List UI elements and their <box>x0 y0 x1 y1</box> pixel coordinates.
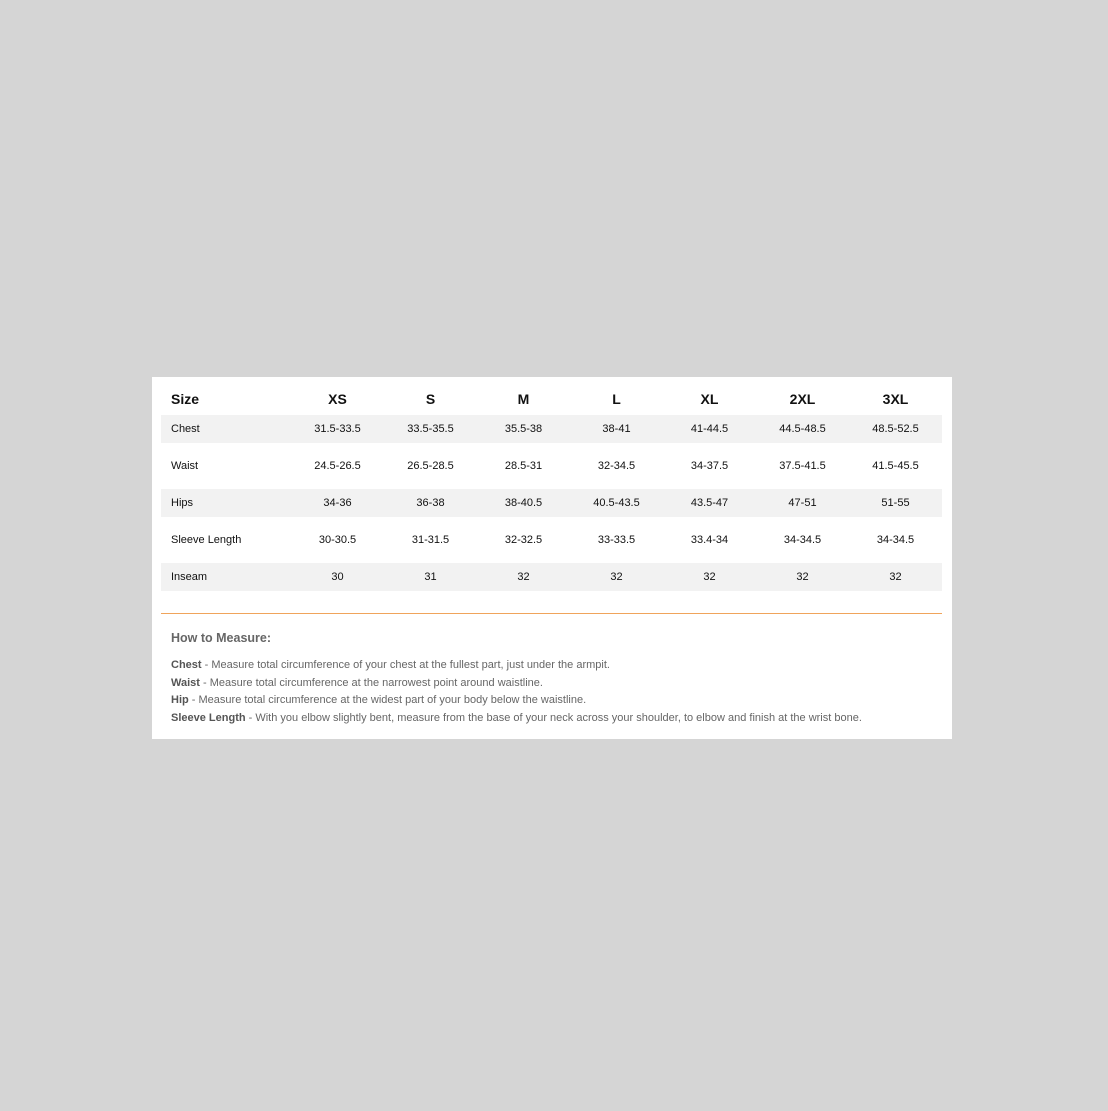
table-cell: 32 <box>756 563 849 591</box>
table-cell: 30 <box>291 563 384 591</box>
measure-description: - With you elbow slightly bent, measure from the base of your neck across your shoulder, to elbow and finish at the wrist bone. <box>245 711 862 724</box>
table-cell: 41.5-45.5 <box>872 460 919 472</box>
size-header-s: S <box>425 391 436 407</box>
table-cell: 26.5-28.5 <box>407 460 454 472</box>
measure-description: - Measure total circumference of your chest at the fullest part, just under the armpit. <box>201 659 610 671</box>
measure-item-chest <box>171 657 862 675</box>
table-cell: 36-38 <box>384 489 477 517</box>
table-cell: 34-37.5 <box>690 460 729 472</box>
measure-term: Hip <box>171 694 189 706</box>
size-header-label: Size <box>171 391 200 407</box>
table-cell: 38-40.5 <box>477 489 570 517</box>
table-cell: 41-44.5 <box>663 415 756 443</box>
table-cell: 33.5-35.5 <box>384 415 477 443</box>
how-to-measure-list <box>171 657 862 727</box>
table-cell: 31-31.5 <box>411 534 450 546</box>
table-cell: 32-32.5 <box>504 534 543 546</box>
measure-item-waist <box>171 675 862 693</box>
section-divider <box>161 613 942 614</box>
measure-description: - Measure total circumference at the widest part of your body below the waistline. <box>188 694 587 706</box>
table-cell: 32-34.5 <box>597 460 636 472</box>
table-cell: 32 <box>663 563 756 591</box>
size-header-row <box>161 383 942 415</box>
size-header-xs: XS <box>328 391 347 407</box>
table-cell: 34-34.5 <box>783 534 822 546</box>
row-label: Chest <box>161 415 291 443</box>
table-row-sleeve-length <box>161 526 942 554</box>
table-cell: 40.5-43.5 <box>570 489 663 517</box>
row-label: Waist <box>171 460 199 472</box>
measure-item-hip <box>171 692 862 710</box>
table-cell: 48.5-52.5 <box>849 415 942 443</box>
table-row-chest <box>161 415 942 443</box>
table-cell: 47-51 <box>756 489 849 517</box>
table-row-waist <box>161 452 942 480</box>
table-cell: 37.5-41.5 <box>779 460 826 472</box>
table-cell: 43.5-47 <box>663 489 756 517</box>
table-row-hips <box>161 489 942 517</box>
row-label: Hips <box>161 489 291 517</box>
measure-term: Waist <box>171 676 200 689</box>
table-cell: 24.5-26.5 <box>314 460 361 472</box>
table-cell: 34-36 <box>291 489 384 517</box>
table-cell: 32 <box>849 563 942 591</box>
size-chart-panel <box>152 377 952 739</box>
table-cell: 32 <box>570 563 663 591</box>
table-cell: 32 <box>477 563 570 591</box>
measure-description: - Measure total circumference at the narrowest point around waistline. <box>199 676 543 689</box>
measure-term: Chest <box>171 659 202 671</box>
table-cell: 33-33.5 <box>597 534 636 546</box>
size-header-l: L <box>612 391 621 407</box>
size-header-m: M <box>517 391 530 407</box>
table-cell: 34-34.5 <box>876 534 915 546</box>
table-cell: 30-30.5 <box>318 534 357 546</box>
table-cell: 28.5-31 <box>504 460 543 472</box>
table-cell: 31 <box>384 563 477 591</box>
table-cell: 31.5-33.5 <box>291 415 384 443</box>
table-cell: 51-55 <box>849 489 942 517</box>
table-cell: 35.5-38 <box>477 415 570 443</box>
how-to-measure-title: How to Measure: <box>171 631 272 645</box>
size-header-2xl: 2XL <box>789 391 816 407</box>
row-label: Inseam <box>161 563 291 591</box>
table-cell: 33.4-34 <box>690 534 729 546</box>
row-label: Sleeve Length <box>171 534 242 546</box>
table-row-inseam <box>161 563 942 591</box>
table-cell: 44.5-48.5 <box>756 415 849 443</box>
measure-term: Sleeve Length <box>171 711 246 724</box>
size-header-xl: XL <box>700 391 719 407</box>
table-cell: 38-41 <box>570 415 663 443</box>
size-header-3xl: 3XL <box>882 391 909 407</box>
size-chart-table <box>161 383 942 591</box>
measure-item-sleeve-length <box>171 710 862 728</box>
